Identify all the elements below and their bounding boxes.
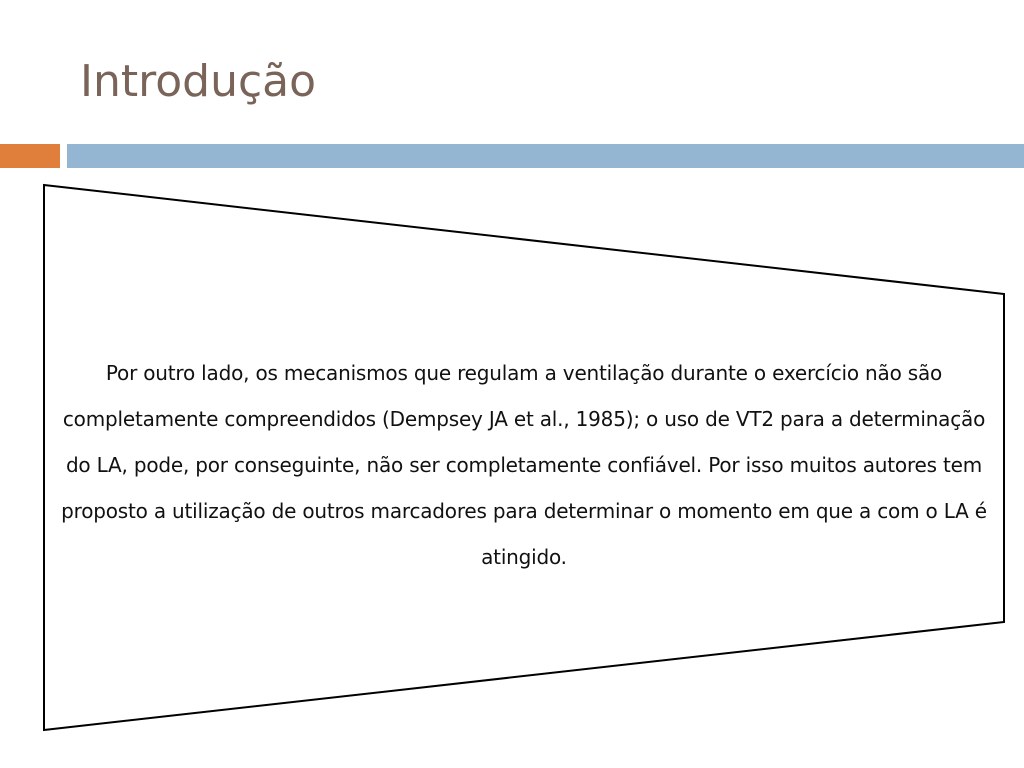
body-paragraph: Por outro lado, os mecanismos que regulam a ventilação durante o exercício não são completamente compreendidos (Dempsey JA et al., 1985); o uso de VT2 para a determinação do LA, pode, por conseguinte, não ser completamente confiável. Por isso muitos autores tem proposto a utilização de outros marcadores para determinar o momento em que a com o LA é atingido. <box>61 361 987 569</box>
slide-title: Introdução <box>80 56 317 107</box>
